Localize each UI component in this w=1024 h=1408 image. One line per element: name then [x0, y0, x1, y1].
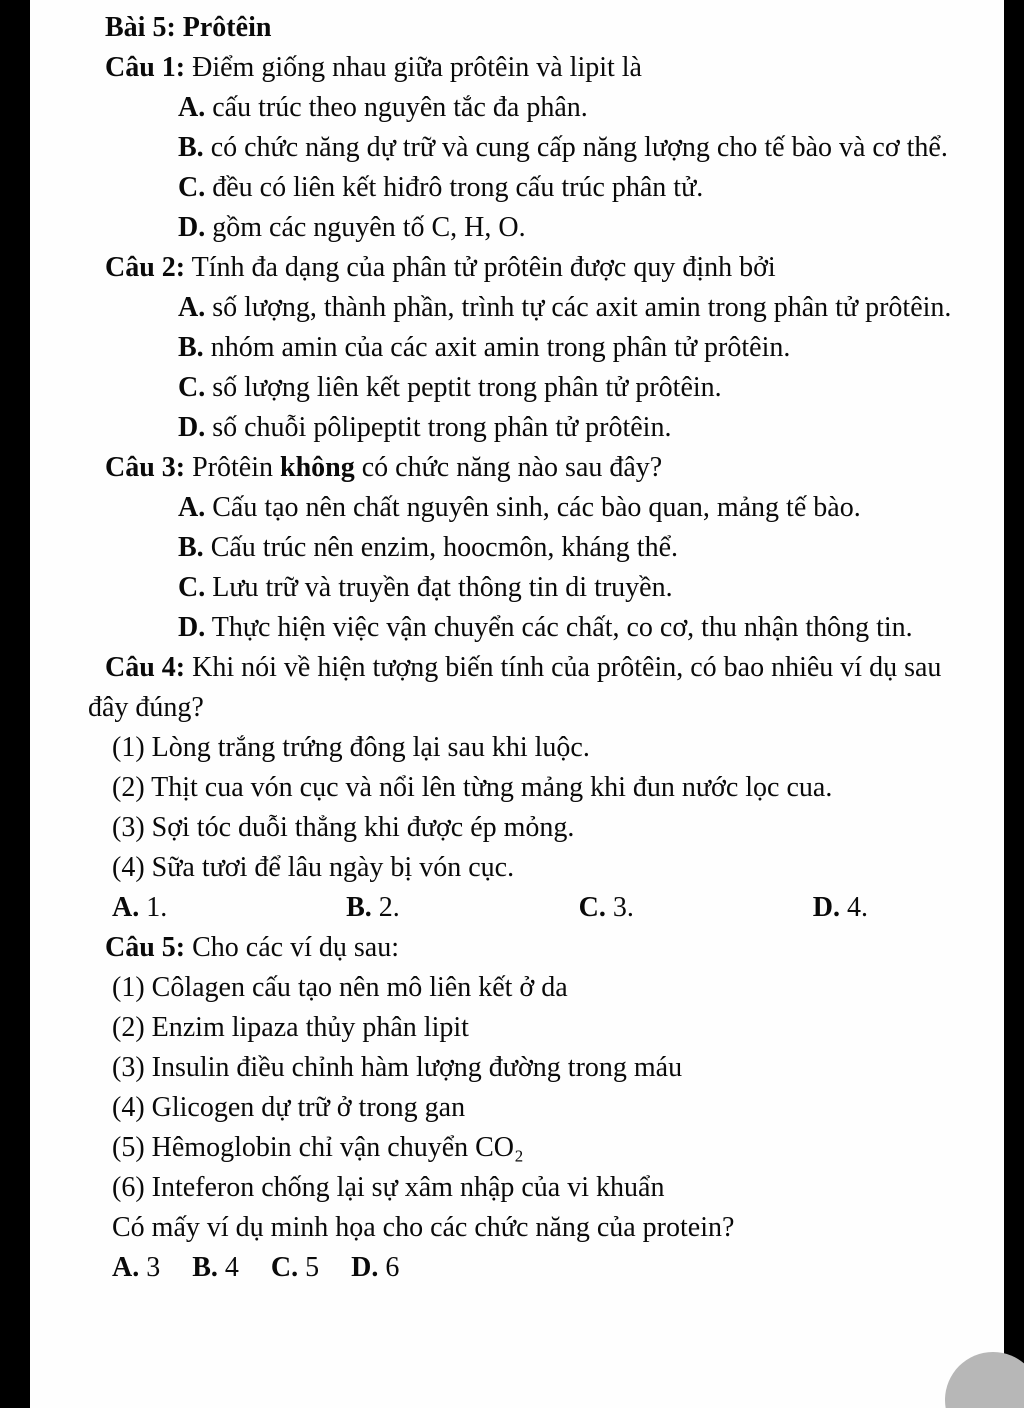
example-line: (3) Sợi tóc duỗi thẳng khi được ép mỏng.	[112, 812, 575, 843]
option-text: số lượng liên kết peptit trong phân tử prôtêin.	[205, 372, 722, 403]
option-label: B.	[178, 132, 204, 163]
question-2	[88, 248, 968, 448]
option-text: Lưu trữ và truyền đạt thông tin di truyền.	[205, 572, 673, 603]
choice-value: 3.	[605, 892, 634, 923]
option-label: B.	[178, 532, 204, 563]
question-4	[88, 648, 968, 928]
option-label: D.	[178, 212, 206, 243]
choice-value: 4	[217, 1252, 239, 1283]
choice-value: 2.	[371, 892, 400, 923]
answer-option	[88, 568, 968, 608]
option-label: A.	[178, 92, 206, 123]
choice-label: C.	[270, 1252, 299, 1283]
closing-question: Có mấy ví dụ minh họa cho các chức năng của protein?	[112, 1212, 735, 1243]
choice-value: 1.	[139, 892, 168, 923]
answer-option	[88, 328, 968, 368]
choice-label: A.	[112, 892, 140, 923]
question-text	[88, 448, 968, 488]
choice-value: 4.	[839, 892, 868, 923]
question-text	[88, 48, 968, 88]
question-text-segment: Tính đa dạng của phân tử prôtêin được quy định bởi	[185, 252, 776, 283]
answer-option	[88, 168, 968, 208]
choice-label: B.	[346, 892, 372, 923]
option-text: số lượng, thành phần, trình tự các axit amin trong phân tử prôtêin.	[205, 292, 952, 323]
option-text: gồm các nguyên tố C, H, O.	[205, 212, 526, 243]
question-label: Câu 2:	[105, 252, 186, 283]
option-label: C.	[178, 372, 206, 403]
answer-choice	[112, 888, 167, 928]
answer-option	[88, 368, 968, 408]
option-text: có chức năng dự trữ và cung cấp năng lượng cho tế bào và cơ thể.	[203, 132, 948, 163]
lesson-title: Bài 5: Prôtêin	[105, 12, 272, 43]
answer-option	[88, 88, 968, 128]
answer-row	[112, 888, 868, 928]
choice-label: D.	[812, 892, 840, 923]
option-label: D.	[178, 612, 206, 643]
question-label: Câu 1:	[105, 52, 186, 83]
scan-edge-left	[0, 0, 30, 1408]
option-text: số chuỗi pôlipeptit trong phân tử prôtêin.	[205, 412, 672, 443]
answer-choice	[579, 888, 634, 928]
question-text	[88, 648, 968, 728]
question-text	[88, 248, 968, 288]
example-line: (6) Inteferon chống lại sự xâm nhập của vi khuẩn	[112, 1172, 665, 1203]
choice-value: 5	[298, 1252, 320, 1283]
question-text-segment: không	[280, 452, 355, 483]
answer-choice	[346, 888, 400, 928]
answer-option	[88, 408, 968, 448]
option-label: D.	[178, 412, 206, 443]
answer-choice	[271, 1248, 319, 1288]
answer-option	[88, 608, 968, 648]
choice-label: B.	[192, 1252, 218, 1283]
answer-option	[88, 488, 968, 528]
answer-option	[88, 528, 968, 568]
choice-value: 6	[378, 1252, 400, 1283]
choice-label: A.	[112, 1252, 140, 1283]
question-3	[88, 448, 968, 648]
question-text-segment: Cho các ví dụ sau:	[185, 932, 399, 963]
example-line: (5) Hêmoglobin chỉ vận chuyển CO₂	[112, 1132, 524, 1163]
answer-option	[88, 288, 968, 328]
scan-edge-right	[1004, 0, 1024, 1408]
question-list	[88, 48, 968, 1288]
example-line: (3) Insulin điều chỉnh hàm lượng đường trong máu	[112, 1052, 683, 1083]
answer-choice	[192, 1248, 239, 1288]
option-label: A.	[178, 492, 206, 523]
option-text: cấu trúc theo nguyên tắc đa phân.	[205, 92, 588, 123]
choice-label: D.	[351, 1252, 379, 1283]
option-label: C.	[178, 572, 206, 603]
option-text: Cấu trúc nên enzim, hoocmôn, kháng thể.	[203, 532, 679, 563]
example-line: (2) Enzim lipaza thủy phân lipit	[112, 1012, 469, 1043]
option-label: B.	[178, 332, 204, 363]
answer-row	[112, 1248, 968, 1288]
document-content	[30, 0, 1004, 1408]
option-text: Cấu tạo nên chất nguyên sinh, các bào quan, mảng tế bào.	[205, 492, 861, 523]
question-text-segment: có chức năng nào sau đây?	[354, 452, 663, 483]
choice-value: 3	[139, 1252, 161, 1283]
question-text-segment: Prôtêin	[185, 452, 281, 483]
answer-option	[88, 128, 968, 168]
example-line: (1) Lòng trắng trứng đông lại sau khi luộc.	[112, 732, 590, 763]
question-label: Câu 5:	[105, 932, 186, 963]
question-text	[88, 928, 968, 968]
question-text-segment: Khi nói về hiện tượng biến tính của prôtêin, có bao nhiêu ví dụ sau đây đúng?	[88, 652, 942, 723]
option-label: C.	[178, 172, 206, 203]
choice-label: C.	[578, 892, 606, 923]
option-text: đều có liên kết hiđrô trong cấu trúc phân tử.	[205, 172, 704, 203]
question-label: Câu 4:	[105, 652, 186, 683]
answer-option	[88, 208, 968, 248]
example-line: (4) Glicogen dự trữ ở trong gan	[112, 1092, 466, 1123]
question-text-segment: Điểm giống nhau giữa prôtêin và lipit là	[185, 52, 642, 83]
answer-choice	[351, 1248, 399, 1288]
answer-choice	[112, 1248, 160, 1288]
example-line: (4) Sữa tươi để lâu ngày bị vón cục.	[112, 852, 515, 883]
option-label: A.	[178, 292, 206, 323]
question-5	[88, 928, 968, 1288]
option-text: Thực hiện việc vận chuyển các chất, co cơ, thu nhận thông tin.	[205, 612, 913, 643]
answer-choice	[813, 888, 868, 928]
option-text: nhóm amin của các axit amin trong phân tử prôtêin.	[203, 332, 791, 363]
question-label: Câu 3:	[105, 452, 186, 483]
question-1	[88, 48, 968, 248]
example-line: (1) Côlagen cấu tạo nên mô liên kết ở da	[112, 972, 568, 1003]
example-line: (2) Thịt cua vón cục và nổi lên từng mảng khi đun nước lọc cua.	[112, 772, 833, 803]
